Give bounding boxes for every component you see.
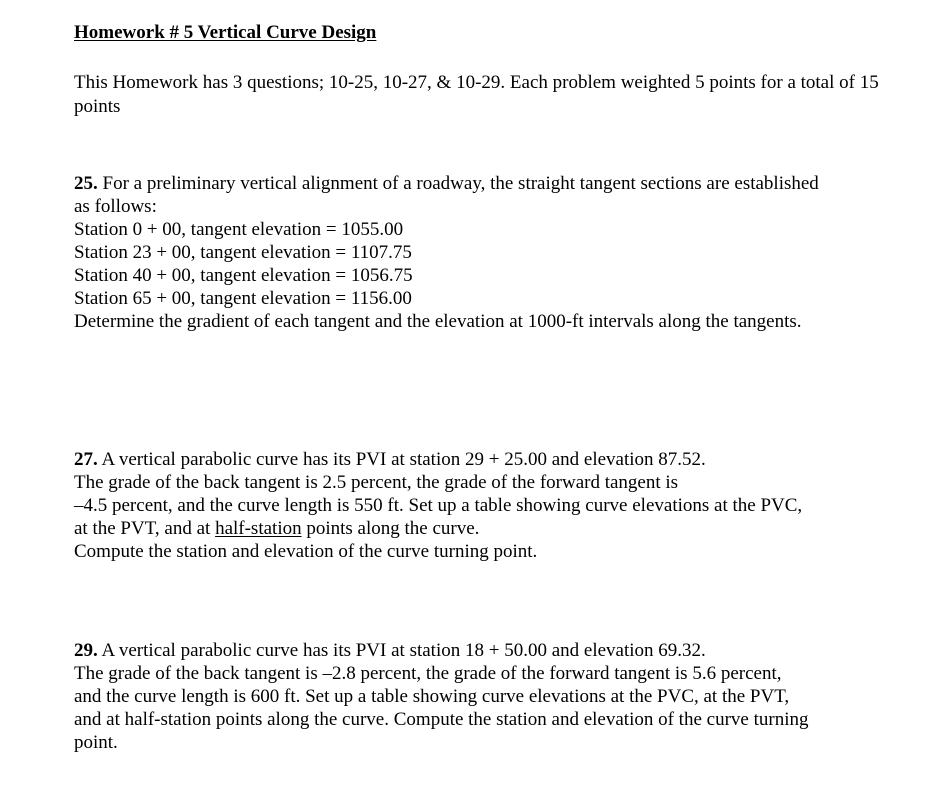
problem-25-line-2: as follows: [74,196,157,217]
problem-25-line-1 [74,172,874,195]
problem-25-line-3: Station 0 + 00, tangent elevation = 1055.00 [74,219,404,240]
problem-27-line-4 [74,517,874,540]
problem-text: at the PVT, and at [74,518,216,539]
problem-number: 27. [74,449,98,470]
intro-paragraph: This Homework has 3 questions; 10-25, 10-27, & 10-29. Each problem weighted 5 points for a total of 15 points [74,72,879,117]
problem-25-line-7: Determine the gradient of each tangent and the elevation at 1000-ft intervals along the tangents. [74,311,802,332]
problem-27-line-3: –4.5 percent, and the curve length is 550 ft. Set up a table showing curve elevations at the PVC, [74,495,803,516]
problem-text: A vertical parabolic curve has its PVI at station 29 + 25.00 and elevation 87.52. [97,449,706,470]
problem-27-line-1 [74,448,874,471]
problem-text: points along the curve. [301,518,480,539]
problem-29-line-3: and the curve length is 600 ft. Set up a table showing curve elevations at the PVC, at the PVT, [74,686,790,707]
problem-29-line-4: and at half-station points along the curve. Compute the station and elevation of the curve turning [74,709,809,730]
problem-text: A vertical parabolic curve has its PVI at station 18 + 50.00 and elevation 69.32. [97,640,706,661]
problem-27-line-2: The grade of the back tangent is 2.5 percent, the grade of the forward tangent is [74,472,679,493]
problem-29-line-5: point. [74,732,118,753]
problem-25-line-4: Station 23 + 00, tangent elevation = 1107.75 [74,242,412,263]
problem-29-line-1 [74,639,874,662]
problem-25 [74,172,874,333]
problem-number: 29. [74,640,98,661]
problem-29-line-2: The grade of the back tangent is –2.8 percent, the grade of the forward tangent is 5.6 percent, [74,663,782,684]
problem-27-line-5: Compute the station and elevation of the curve turning point. [74,541,538,562]
underlined-term: half-station [215,518,302,539]
problem-text: For a preliminary vertical alignment of a roadway, the straight tangent sections are established [97,173,819,194]
problem-25-line-5: Station 40 + 00, tangent elevation = 1056.75 [74,265,413,286]
problem-27 [74,448,874,563]
problem-25-line-6: Station 65 + 00, tangent elevation = 1156.00 [74,288,412,309]
page-title: Homework # 5 Vertical Curve Design [74,22,377,43]
problem-number: 25. [74,173,98,194]
problem-29 [74,639,874,754]
